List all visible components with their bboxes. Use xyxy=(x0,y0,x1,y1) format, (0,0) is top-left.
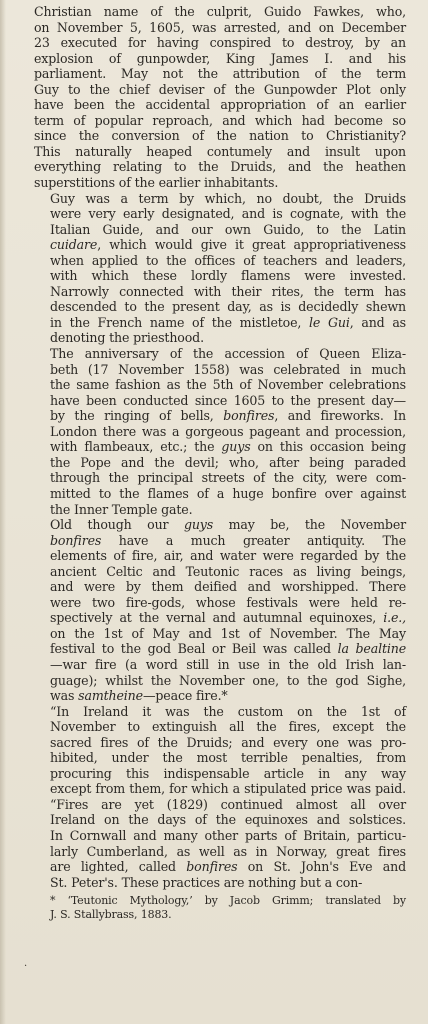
text-line: term of popular reproach, and which had become so xyxy=(34,112,406,128)
margin-mark: . xyxy=(24,958,28,969)
text-line: on November 5, 1605, was arrested, and on December xyxy=(34,19,406,35)
text-line: were two fire-gods, whose festivals were held re- xyxy=(50,594,406,610)
text-line: except from them, for which a stipulated price was paid. xyxy=(50,781,406,797)
text-line: In Cornwall and many other parts of Britain, particu- xyxy=(50,827,406,843)
text-line: parliament. May not the attribution of the term xyxy=(34,66,406,82)
text-line: the Pope and the devil; who, after being paraded xyxy=(50,454,406,470)
text-line: Ireland on the days of the equinoxes and solstices. xyxy=(50,812,406,828)
text-line: beth (17 November 1558) was celebrated in much xyxy=(50,361,406,377)
text-line: “Fires are yet (1829) continued almost all over xyxy=(50,796,406,812)
text-line: when applied to the offices of teachers and leaders, xyxy=(50,252,406,268)
paragraph xyxy=(34,346,406,517)
text-line: and were by them deified and worshipped. There xyxy=(50,579,406,595)
text-line: everything relating to the Druids, and the heathen xyxy=(34,159,406,175)
text-line: “In Ireland it was the custom on the 1st of xyxy=(50,703,406,719)
text-line: The anniversary of the accession of Queen Eliza- xyxy=(50,346,406,362)
text-line: mitted to the flames of a huge bonfire over against xyxy=(50,485,406,501)
text-line: Christian name of the culprit, Guido Fawkes, who, xyxy=(34,4,406,19)
text-line: denoting the priesthood. xyxy=(50,330,204,346)
article-body xyxy=(34,4,406,890)
text-line: on the 1st of May and 1st of November. The May xyxy=(50,625,406,641)
text-line: were very early designated, and is cognate, with the xyxy=(50,206,406,222)
text-line: bonfires have a much greater antiquity. The xyxy=(50,532,406,548)
text-line: 23 executed for having conspired to destroy, by an xyxy=(34,35,406,51)
text-line: ancient Celtic and Teutonic races as living beings, xyxy=(50,563,406,579)
paragraph xyxy=(34,517,406,704)
text-line: the Inner Temple gate. xyxy=(50,501,193,517)
text-line: procuring this indispensable article in any way xyxy=(50,765,406,781)
text-line: elements of fire, air, and water were regarded by the xyxy=(50,548,406,564)
footnote xyxy=(34,894,406,921)
text-line: hibited, under the most terrible penalties, from xyxy=(50,750,406,766)
text-line: through the principal streets of the city, were com- xyxy=(50,470,406,486)
text-line: spectively at the vernal and autumnal equinoxes, i.e., xyxy=(50,610,406,626)
paragraph xyxy=(34,704,406,891)
text-line: J. S. Stallybrass, 1883. xyxy=(50,907,172,921)
text-line: in the French name of the mistletoe, le Gui, and as xyxy=(50,314,406,330)
text-line: * ‘Teutonic Mythology,’ by Jacob Grimm; translated by xyxy=(50,894,406,908)
text-line: have been conducted since 1605 to the present day— xyxy=(50,392,406,408)
text-line: St. Peter's. These practices are nothing but a con- xyxy=(50,874,363,890)
text-line: since the conversion of the nation to Christianity? xyxy=(34,128,406,144)
text-line: Old though our guys may be, the November xyxy=(50,517,406,533)
text-line: was samtheine—peace fire.* xyxy=(50,688,228,704)
text-line: are lighted, called bonfires on St. John's Eve and xyxy=(50,859,406,875)
text-line: superstitions of the earlier inhabitants. xyxy=(34,175,279,191)
text-line: Italian Guide, and our own Guido, to the Latin xyxy=(50,221,406,237)
paragraph xyxy=(34,191,406,346)
text-line: the same fashion as the 5th of November celebrations xyxy=(50,377,406,393)
text-line: —war fire (a word still in use in the old Irish lan- xyxy=(50,656,406,672)
text-line: sacred fires of the Druids; and every one was pro- xyxy=(50,734,406,750)
text-line: with flambeaux, etc.; the guys on this occasion being xyxy=(50,439,406,455)
text-line: have been the accidental appropriation of an earlier xyxy=(34,97,406,113)
text-line: Guy to the chief deviser of the Gunpowder Plot only xyxy=(34,81,406,97)
text-line: festival to the god Beal or Beil was called la bealtine xyxy=(50,641,407,657)
text-line: by the ringing of bells, bonfires, and fireworks. In xyxy=(50,408,406,424)
text-line: descended to the present day, as is decidedly shewn xyxy=(50,299,406,315)
text-line: November to extinguish all the fires, except the xyxy=(50,719,406,735)
paragraph xyxy=(34,4,406,191)
text-line: This naturally heaped contumely and insult upon xyxy=(34,143,406,159)
text-line: Narrowly connected with their rites, the term has xyxy=(50,283,406,299)
text-line: London there was a gorgeous pageant and procession, xyxy=(50,423,406,439)
text-line: with which these lordly flamens were invested. xyxy=(50,268,406,284)
text-line: Guy was a term by which, no doubt, the Druids xyxy=(50,190,406,206)
text-line: cuidare, which would give it great appropriativeness xyxy=(50,237,406,253)
text-line: guage); whilst the November one, to the god Sighe, xyxy=(50,672,406,688)
text-line: larly Cumberland, as well as in Norway, great fires xyxy=(50,843,406,859)
text-line: explosion of gunpowder, King James I. and his xyxy=(34,50,406,66)
